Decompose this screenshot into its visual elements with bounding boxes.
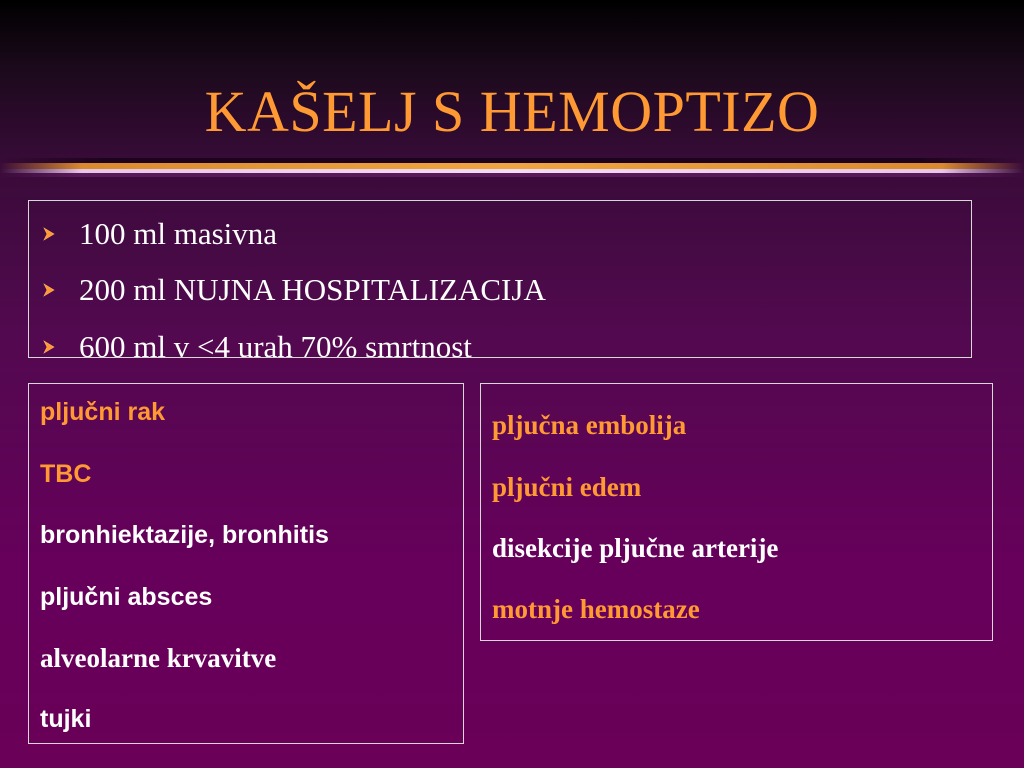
arrow-right-bullet-icon [41, 282, 57, 298]
list-item: pljučna embolija [492, 410, 687, 440]
list-item: tujki [40, 705, 92, 733]
bullet-text: 600 ml v <4 urah 70% smrtnost [79, 329, 472, 358]
arrow-right-bullet-icon [41, 226, 57, 242]
list-item: pljučni edem [492, 472, 642, 502]
bullet-list-box [28, 200, 972, 358]
bullet-text: 200 ml NUJNA HOSPITALIZACIJA [79, 272, 546, 307]
pulmonary-causes-box [28, 383, 464, 744]
list-item: motnje hemostaze [492, 594, 700, 624]
list-item: alveolarne krvavitve [40, 643, 277, 673]
list-item: bronhiektazije, bronhitis [40, 521, 329, 549]
title-divider [0, 158, 1024, 180]
slide-title: KAŠELJ S HEMOPTIZO [204, 79, 820, 144]
list-item: pljučni absces [40, 583, 213, 611]
vascular-causes-box [480, 383, 993, 641]
list-item: TBC [40, 460, 92, 488]
list-item: disekcije pljučne arterije [492, 533, 779, 563]
list-item: pljučni rak [40, 398, 166, 426]
bullet-text: 100 ml masivna [79, 216, 278, 251]
arrow-right-bullet-icon [41, 339, 57, 355]
